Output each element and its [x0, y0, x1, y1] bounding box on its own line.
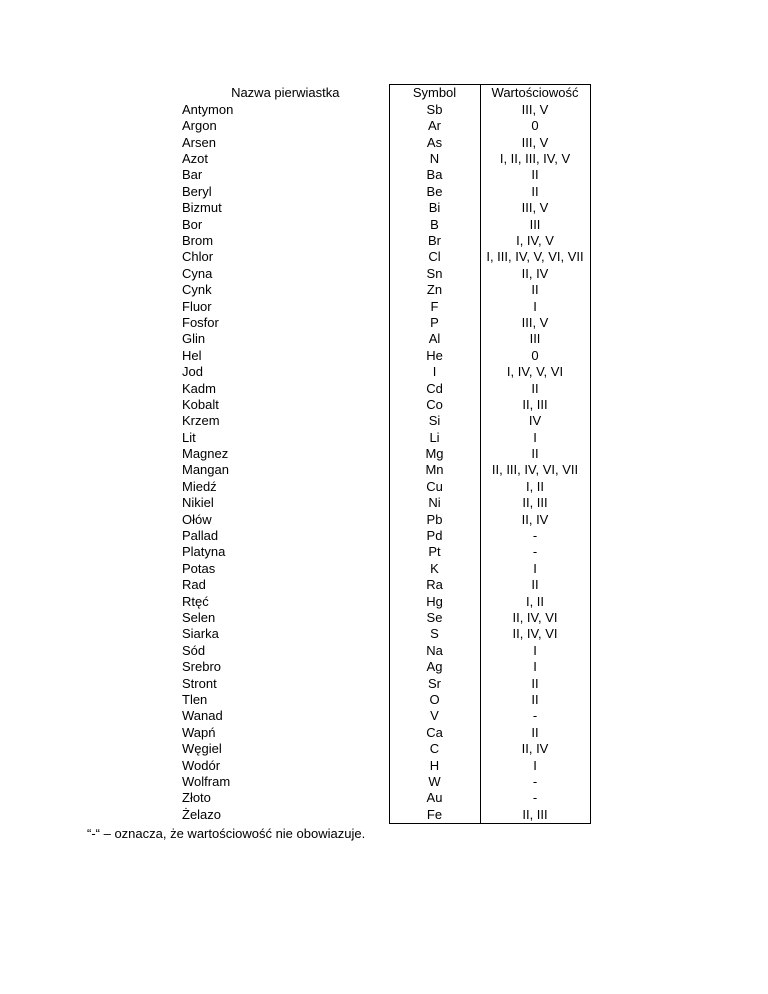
- element-symbol-cell: Cd: [389, 380, 480, 396]
- element-valence-cell: -: [480, 544, 590, 560]
- table-row: [182, 675, 590, 691]
- element-symbol-cell: Sn: [389, 265, 480, 281]
- table-row: [182, 806, 590, 823]
- element-symbol-cell: V: [389, 708, 480, 724]
- element-name-cell: Wapń: [182, 724, 216, 740]
- table-row: [182, 446, 590, 462]
- element-symbol-cell: Cl: [389, 249, 480, 265]
- table-row: [182, 593, 590, 609]
- element-name-cell: Hel: [182, 347, 202, 363]
- element-symbol-cell: Pd: [389, 528, 480, 544]
- element-name-cell: Nikiel: [182, 495, 214, 511]
- header-valence: Wartościowość: [480, 85, 590, 102]
- element-name-cell: Wodór: [182, 757, 221, 773]
- element-symbol-cell: O: [389, 691, 480, 707]
- element-valence-cell: II, III: [480, 495, 590, 511]
- element-valence-cell: III: [480, 331, 590, 347]
- element-symbol-cell: Bi: [389, 200, 480, 216]
- element-valence-cell: II: [480, 577, 590, 593]
- element-valence-cell: -: [480, 528, 590, 544]
- element-valence-cell: I, II, III, IV, V: [480, 151, 590, 167]
- element-symbol-cell: Fe: [389, 806, 480, 823]
- element-valence-cell: II, IV, VI: [480, 626, 590, 642]
- table-row: [182, 773, 590, 789]
- element-name-cell: Bor: [182, 216, 203, 232]
- element-valence-cell: II, III: [480, 806, 590, 823]
- element-symbol-cell: Se: [389, 610, 480, 626]
- element-name-cell: Rtęć: [182, 593, 209, 609]
- element-name-cell: Azot: [182, 151, 209, 167]
- element-name-cell: Antymon: [182, 101, 234, 117]
- element-name-cell: Fosfor: [182, 314, 219, 330]
- element-symbol-cell: Ni: [389, 495, 480, 511]
- element-valence-cell: I: [480, 298, 590, 314]
- element-name-cell: Sód: [182, 642, 206, 658]
- element-valence-cell: I, IV, V: [480, 233, 590, 249]
- element-name-cell: Arsen: [182, 134, 216, 150]
- element-symbol-cell: Co: [389, 396, 480, 412]
- table-row: [182, 200, 590, 216]
- element-symbol-cell: Si: [389, 413, 480, 429]
- element-symbol-cell: Ag: [389, 659, 480, 675]
- element-symbol-cell: Mn: [389, 462, 480, 478]
- element-symbol-cell: Be: [389, 183, 480, 199]
- element-valence-cell: II, III: [480, 396, 590, 412]
- element-name-cell: Miedź: [182, 478, 217, 494]
- element-valence-cell: I: [480, 757, 590, 773]
- table-row: [182, 741, 590, 757]
- element-name-cell: Cyna: [182, 265, 213, 281]
- element-symbol-cell: B: [389, 216, 480, 232]
- element-symbol-cell: W: [389, 773, 480, 789]
- element-valence-cell: II, IV, VI: [480, 610, 590, 626]
- element-symbol-cell: As: [389, 134, 480, 150]
- element-valence-cell: III, V: [480, 200, 590, 216]
- element-valence-cell: II: [480, 282, 590, 298]
- element-symbol-cell: C: [389, 741, 480, 757]
- element-name-cell: Tlen: [182, 691, 208, 707]
- element-name-cell: Żelazo: [182, 806, 222, 822]
- table-row: [182, 380, 590, 396]
- element-name-cell: Magnez: [182, 446, 229, 462]
- element-name-cell: Złoto: [182, 790, 211, 806]
- element-name-cell: Chlor: [182, 249, 214, 265]
- table-row: [182, 347, 590, 363]
- element-valence-cell: I: [480, 642, 590, 658]
- element-symbol-cell: Ca: [389, 724, 480, 740]
- table-row: [182, 478, 590, 494]
- element-valence-cell: I, II: [480, 478, 590, 494]
- table-row: [182, 282, 590, 298]
- element-symbol-cell: Pt: [389, 544, 480, 560]
- element-valence-cell: II, IV: [480, 265, 590, 281]
- header-symbol: Symbol: [389, 85, 480, 102]
- element-valence-cell: II: [480, 724, 590, 740]
- element-name-cell: Rad: [182, 577, 206, 593]
- header-element-name: Nazwa pierwiastka: [231, 85, 340, 101]
- element-symbol-cell: Br: [389, 233, 480, 249]
- table-row: [182, 331, 590, 347]
- table-row: [182, 265, 590, 281]
- element-valence-cell: III, V: [480, 134, 590, 150]
- element-symbol-cell: Ba: [389, 167, 480, 183]
- element-symbol-cell: K: [389, 560, 480, 576]
- element-name-cell: Mangan: [182, 462, 229, 478]
- table-row: [182, 724, 590, 740]
- element-name-cell: Stront: [182, 675, 217, 691]
- element-valence-cell: II, III, IV, VI, VII: [480, 462, 590, 478]
- element-valence-cell: II: [480, 675, 590, 691]
- element-valence-cell: III: [480, 216, 590, 232]
- table-row: [182, 101, 590, 117]
- element-symbol-cell: Li: [389, 429, 480, 445]
- table-row: [182, 511, 590, 527]
- element-name-cell: Bizmut: [182, 200, 222, 216]
- elements-valence-table: [182, 84, 591, 824]
- table-row: [182, 708, 590, 724]
- element-name-cell: Srebro: [182, 659, 222, 675]
- table-row: [182, 462, 590, 478]
- element-name-cell: Węgiel: [182, 741, 222, 757]
- element-valence-cell: -: [480, 790, 590, 806]
- element-name-cell: Lit: [182, 429, 196, 445]
- table-header-row: [182, 85, 590, 102]
- table-row: [182, 396, 590, 412]
- element-name-cell: Siarka: [182, 626, 219, 642]
- table-row: [182, 151, 590, 167]
- element-valence-cell: II: [480, 167, 590, 183]
- element-name-cell: Beryl: [182, 183, 212, 199]
- element-name-cell: Argon: [182, 118, 217, 134]
- element-name-cell: Wolfram: [182, 773, 231, 789]
- element-valence-cell: I: [480, 429, 590, 445]
- element-symbol-cell: Sr: [389, 675, 480, 691]
- table-row: [182, 495, 590, 511]
- element-valence-cell: II: [480, 380, 590, 396]
- table-body: [182, 101, 590, 823]
- element-valence-cell: II: [480, 183, 590, 199]
- element-valence-cell: III, V: [480, 314, 590, 330]
- element-valence-cell: II, IV: [480, 741, 590, 757]
- element-name-cell: Pallad: [182, 528, 219, 544]
- table-row: [182, 413, 590, 429]
- element-name-cell: Potas: [182, 560, 216, 576]
- element-valence-cell: -: [480, 708, 590, 724]
- element-symbol-cell: Zn: [389, 282, 480, 298]
- element-symbol-cell: I: [389, 364, 480, 380]
- table-row: [182, 757, 590, 773]
- element-valence-cell: I: [480, 659, 590, 675]
- element-name-cell: Selen: [182, 609, 216, 625]
- element-symbol-cell: H: [389, 757, 480, 773]
- element-valence-cell: -: [480, 773, 590, 789]
- table-row: [182, 659, 590, 675]
- table-row: [182, 167, 590, 183]
- element-valence-cell: IV: [480, 413, 590, 429]
- table-row: [182, 626, 590, 642]
- element-symbol-cell: P: [389, 314, 480, 330]
- element-symbol-cell: Al: [389, 331, 480, 347]
- element-valence-cell: II, IV: [480, 511, 590, 527]
- element-symbol-cell: N: [389, 151, 480, 167]
- element-name-cell: Jod: [182, 364, 203, 380]
- table-row: [182, 642, 590, 658]
- table-row: [182, 183, 590, 199]
- element-name-cell: Kobalt: [182, 396, 219, 412]
- table-row: [182, 298, 590, 314]
- element-name-cell: Brom: [182, 233, 214, 248]
- table-row: [182, 314, 590, 330]
- table-row: [182, 544, 590, 560]
- element-valence-cell: I, III, IV, V, VI, VII: [480, 249, 590, 265]
- element-symbol-cell: Sb: [389, 101, 480, 117]
- element-symbol-cell: Ar: [389, 118, 480, 134]
- element-name-cell: Glin: [182, 331, 206, 347]
- element-name-cell: Kadm: [182, 380, 216, 396]
- table-row: [182, 216, 590, 232]
- table-row: [182, 560, 590, 576]
- element-name-cell: Wanad: [182, 708, 223, 724]
- table-row: [182, 134, 590, 150]
- element-symbol-cell: Pb: [389, 511, 480, 527]
- element-symbol-cell: Mg: [389, 446, 480, 462]
- element-valence-cell: II: [480, 691, 590, 707]
- element-valence-cell: I, II: [480, 593, 590, 609]
- element-symbol-cell: S: [389, 626, 480, 642]
- table-row: [182, 233, 590, 249]
- element-valence-cell: I, IV, V, VI: [480, 364, 590, 380]
- element-name-cell: Cynk: [182, 282, 212, 298]
- element-symbol-cell: He: [389, 347, 480, 363]
- element-valence-cell: 0: [480, 118, 590, 134]
- element-valence-cell: II: [480, 446, 590, 462]
- element-name-cell: Ołów: [182, 511, 212, 527]
- element-symbol-cell: Na: [389, 642, 480, 658]
- element-symbol-cell: F: [389, 298, 480, 314]
- element-name-cell: Platyna: [182, 544, 226, 560]
- element-symbol-cell: Au: [389, 790, 480, 806]
- table-row: [182, 364, 590, 380]
- table-row: [182, 610, 590, 626]
- table-row: [182, 429, 590, 445]
- element-symbol-cell: Cu: [389, 478, 480, 494]
- element-name-cell: Fluor: [182, 298, 212, 314]
- table-row: [182, 790, 590, 806]
- element-valence-cell: 0: [480, 347, 590, 363]
- table-row: [182, 691, 590, 707]
- element-symbol-cell: Hg: [389, 593, 480, 609]
- element-name-cell: Krzem: [182, 413, 220, 429]
- footnote: “-“ – oznacza, że wartościowość nie obowiazuje.: [87, 826, 366, 841]
- table-row: [182, 528, 590, 544]
- element-name-cell: Bar: [182, 167, 203, 183]
- table-row: [182, 249, 590, 265]
- element-valence-cell: I: [480, 560, 590, 576]
- element-symbol-cell: Ra: [389, 577, 480, 593]
- table-row: [182, 577, 590, 593]
- element-valence-cell: III, V: [480, 101, 590, 117]
- table-row: [182, 118, 590, 134]
